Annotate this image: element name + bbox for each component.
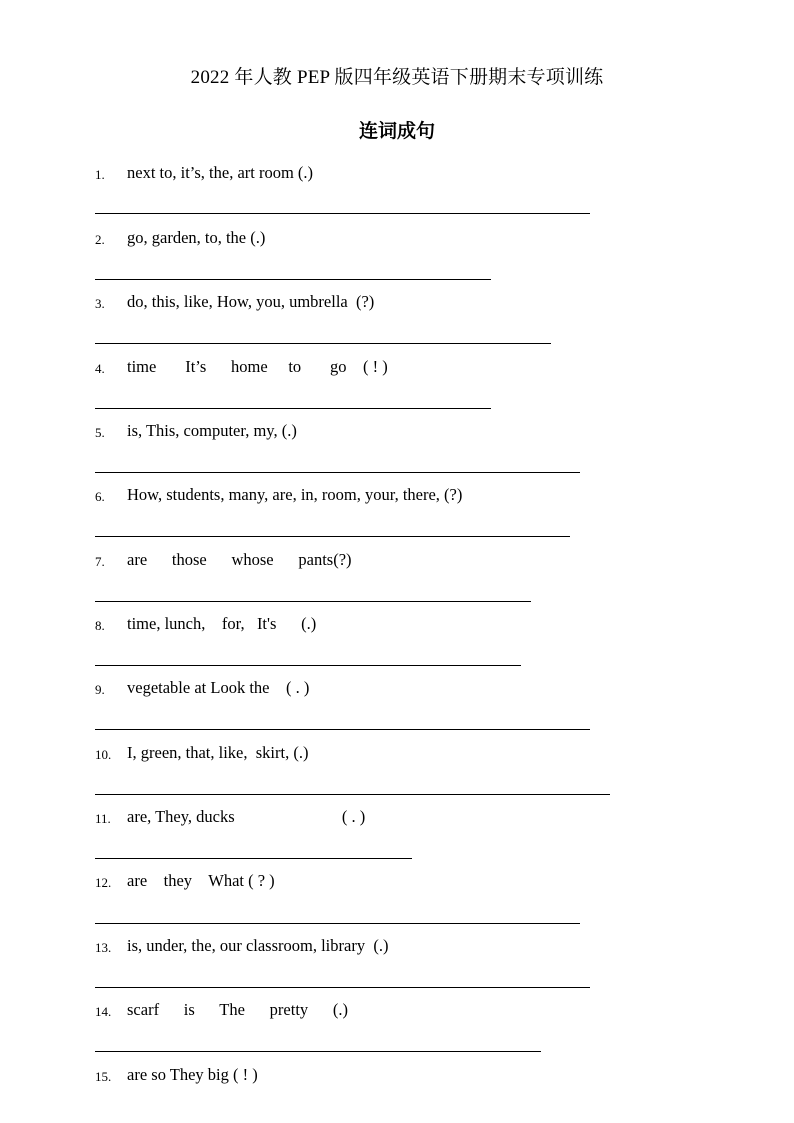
answer-line (95, 472, 580, 473)
answer-line (95, 665, 521, 666)
answer-line (95, 923, 580, 924)
question-text: do, this, like, How, you, umbrella (?) (127, 292, 375, 311)
question-number: 11. (95, 811, 111, 826)
answer-line (95, 343, 551, 344)
question-number: 2. (95, 232, 105, 247)
question-text: How, students, many, are, in, room, your, there, (?) (127, 485, 463, 504)
question-text: are so They big ( ! ) (127, 1065, 258, 1084)
answer-line (95, 858, 412, 859)
question-number: 14. (95, 1004, 112, 1019)
question-number: 1. (95, 167, 105, 182)
question-number: 10. (95, 747, 112, 762)
question-text: is, This, computer, my, (.) (127, 421, 297, 440)
question-text: are those whose pants(?) (127, 550, 352, 569)
answer-line (95, 601, 531, 602)
question-number: 6. (95, 489, 105, 504)
question-number: 12. (95, 875, 112, 890)
question-number: 3. (95, 296, 105, 311)
answer-line (95, 729, 590, 730)
answer-line (95, 1051, 541, 1052)
answer-line (95, 279, 491, 280)
question-number: 5. (95, 425, 105, 440)
question-text: next to, it’s, the, art room (.) (127, 163, 314, 182)
question-text: time It’s home to go ( ! ) (127, 357, 388, 376)
answer-line (95, 408, 491, 409)
question-text: vegetable at Look the ( . ) (127, 678, 310, 697)
question-text: go, garden, to, the (.) (127, 228, 266, 247)
answer-line (95, 213, 590, 214)
question-text: I, green, that, like, skirt, (.) (127, 743, 309, 762)
question-number: 4. (95, 361, 105, 376)
answer-line (95, 794, 610, 795)
question-text: time, lunch, for, It's (.) (127, 614, 317, 633)
question-text: are, They, ducks ( . ) (127, 807, 366, 826)
question-text: scarf is The pretty (.) (127, 1000, 349, 1019)
question-text: is, under, the, our classroom, library (.) (127, 936, 389, 955)
answer-line (95, 536, 570, 537)
question-number: 8. (95, 618, 105, 633)
question-number: 15. (95, 1069, 112, 1084)
question-text: are they What ( ? ) (127, 871, 275, 890)
answer-line (95, 987, 590, 988)
section-title: 连词成句 (358, 120, 435, 142)
question-number: 13. (95, 940, 112, 955)
question-number: 9. (95, 682, 105, 697)
question-number: 7. (95, 554, 105, 569)
page-title: 2022 年人教 PEP 版四年级英语下册期末专项训练 (190, 67, 604, 88)
